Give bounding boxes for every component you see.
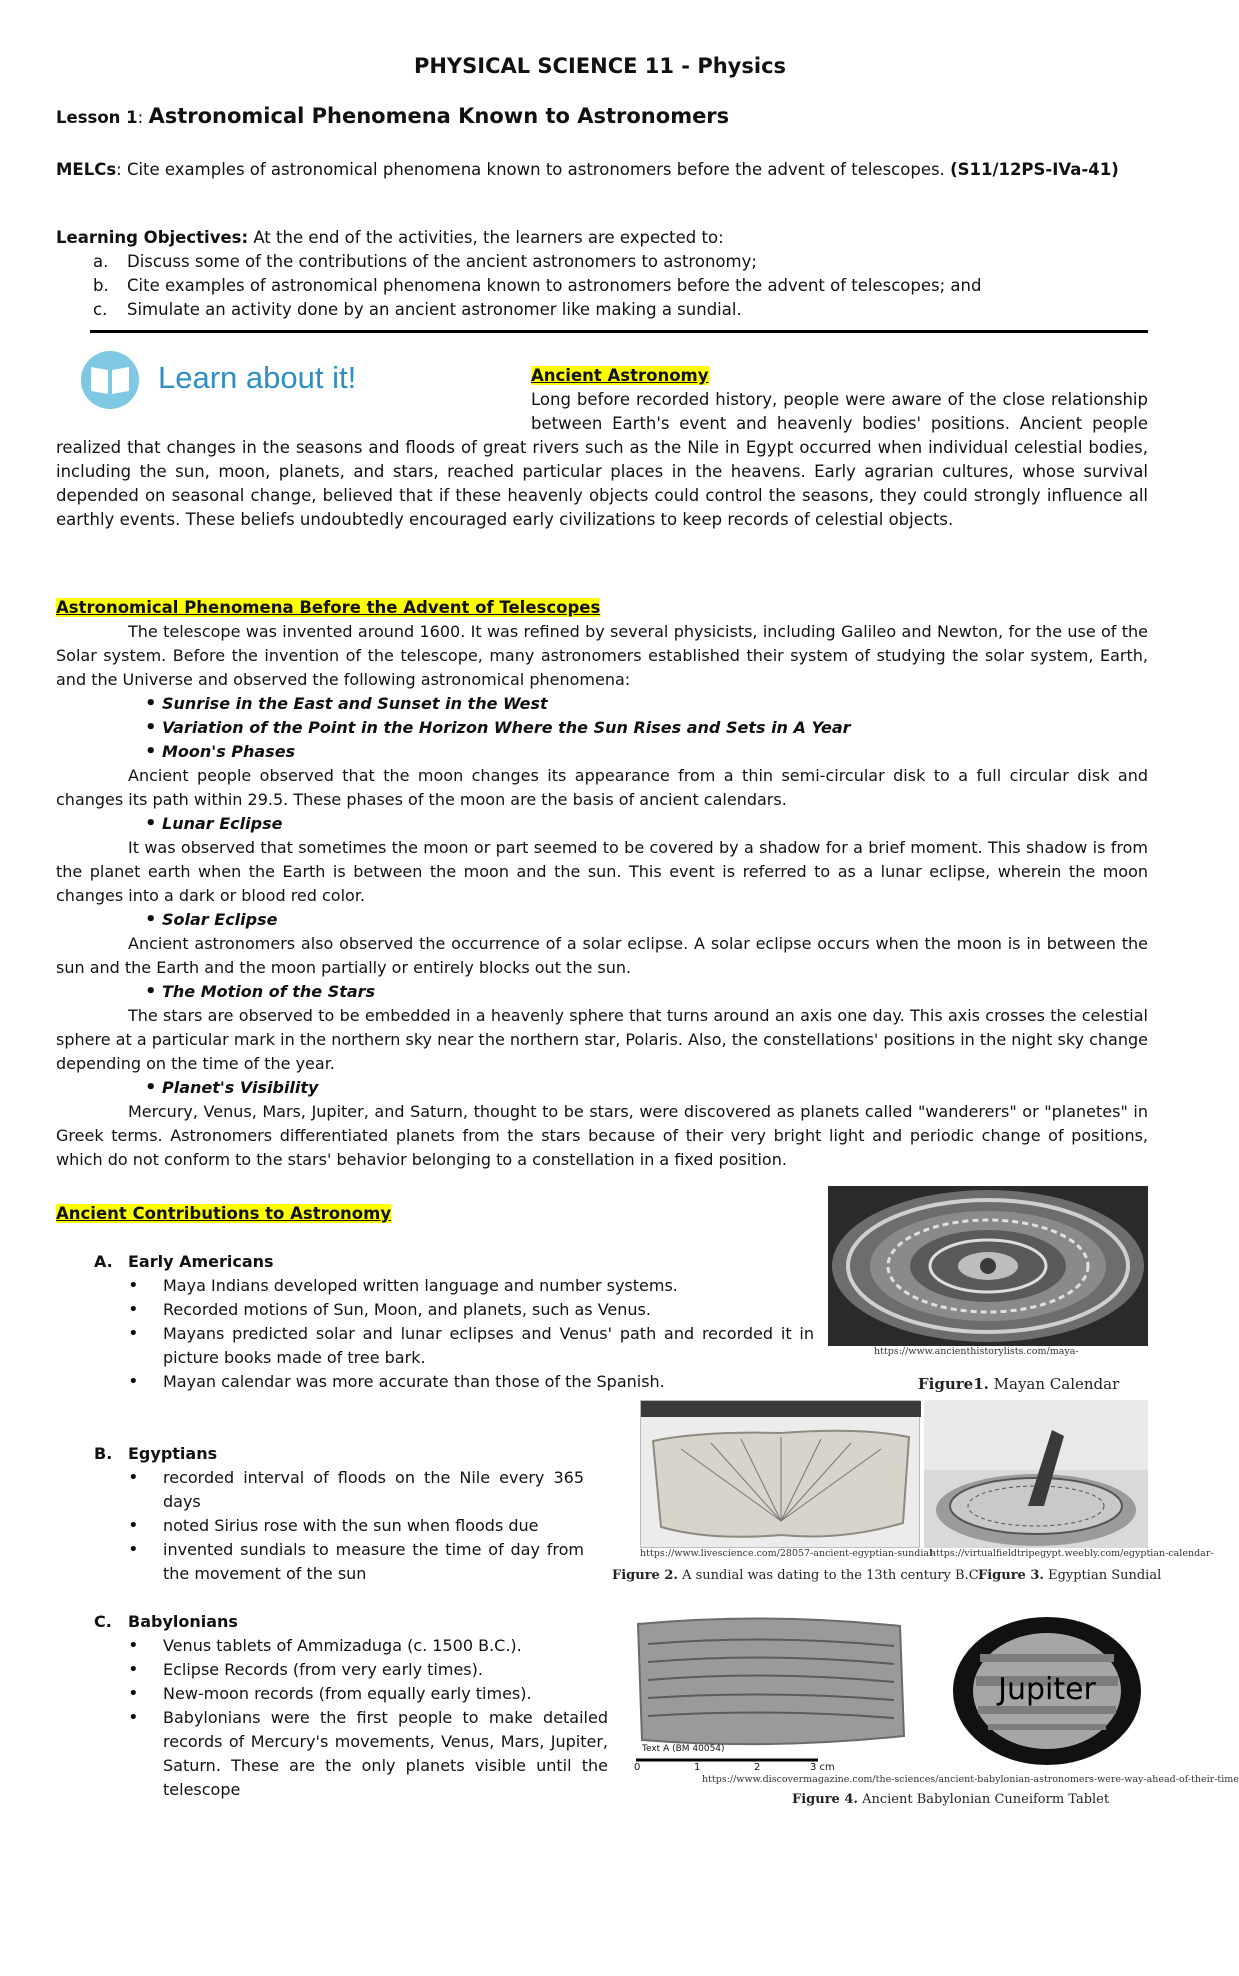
list-item: • Maya Indians developed written language and number systems. [56,1274,814,1298]
list-item: • invented sundials to measure the time of day from the movement of the sun [56,1538,584,1586]
phenomena-intro: The telescope was invented around 1600. It was refined by several physicists, including Galileo and Newton, for the use of the Solar system. Before the invention of the telescope, many astronomers established their system of studying the solar system, Earth, and the Universe and observed the following astronomical phenomena: [56,622,1148,689]
jupiter-label: Jupiter [998,1672,1096,1707]
melcs: MELCs: Cite examples of astronomical phenomena known to astronomers before the advent of telescopes. (S11/12PS-IVa-41) [56,160,1119,179]
egyptians-section [56,1442,584,1586]
figure3-url: https://virtualfieldtripegypt.weebly.com/egyptian-calendar- [930,1548,1214,1559]
lesson-line: Lesson 1: Astronomical Phenomena Known to Astronomers [56,104,730,128]
ancient-astronomy-heading: Ancient Astronomy [531,366,709,385]
phenomenon-title: • Lunar Eclipse [56,812,1148,836]
divider-line [90,330,1148,333]
list-item: • noted Sirius rose with the sun when floods due [56,1514,584,1538]
babylonians-heading: C. Babylonians [94,1612,238,1631]
list-item: • Recorded motions of Sun, Moon, and planets, such as Venus. [56,1298,814,1322]
babylonians-section [56,1610,608,1802]
ancient-astronomy-paragraph: Long before recorded history, people were aware of the close relationship between Earth's event and heavenly bodies' positions. Ancient people realized that changes in the seasons and floods of great rivers such as the Nile in Egypt occurred when individual celestial bodies, including the sun, moon, planets, and stars, reached particular places in the heavens. Early agrarian cultures, whose survival depended on seasonal change, believed that if these heavenly objects could control the seasons, they could strongly influence all earthly events. These beliefs undoubtedly encouraged early civilizations to keep records of celestial objects. [56,390,1148,529]
objectives-label: Learning Objectives: [56,228,249,247]
phenomenon-title: • Variation of the Point in the Horizon Where the Sun Rises and Sets in A Year [56,716,1148,740]
scale-mark: 1 [694,1762,701,1773]
lesson-title: Astronomical Phenomena Known to Astronomers [148,104,730,128]
objectives-list [56,250,1148,322]
figure4-caption: Figure 4. Ancient Babylonian Cuneiform Tablet [792,1792,1110,1807]
list-item: • Babylonians were the first people to make detailed records of Mercury's movements, Venus, Mars, Jupiter, Saturn. These are the only planets visible until the telescope [56,1706,608,1802]
melcs-text: Cite examples of astronomical phenomena known to astronomers before the advent of telescopes. [126,160,945,179]
figure2-caption: Figure 2. A sundial was dating to the 13th century B.C [612,1568,979,1583]
scale-mark: 3 cm [810,1762,835,1773]
phenomenon-title: • Planet's Visibility [56,1076,1148,1100]
learning-objectives [56,226,1148,322]
mayan-calendar-image [828,1186,1148,1346]
objective-item: c. Simulate an activity done by an ancient astronomer like making a sundial. [93,300,742,319]
phenomenon-text: Ancient astronomers also observed the occurrence of a solar eclipse. A solar eclipse occurs when the moon is in between the sun and the Earth and the moon partially or entirely blocks out the sun. [56,934,1148,977]
phenomenon-text: The stars are observed to be embedded in a heavenly sphere that turns around an axis one day. This axis crosses the celestial sphere at a particular mark in the northern sky near the northern star, Polaris. Also, the constellations' positions in the night sky change depending on the time of the year. [56,1006,1148,1073]
phenomena-heading: Astronomical Phenomena Before the Advent of Telescopes [56,598,601,617]
melcs-label: MELCs [56,160,117,179]
tablet-label: Text A (BM 40054) [642,1744,725,1754]
sundial-fragment-image [640,1400,920,1548]
list-item: • New-moon records (from equally early times). [56,1682,608,1706]
figure2-url: https://www.livescience.com/28057-ancient-egyptian-sundial- [640,1548,936,1559]
phenomenon-title: • Moon's Phases [56,740,1148,764]
contributions-heading: Ancient Contributions to Astronomy [56,1204,392,1223]
phenomena-list [56,692,1148,764]
scale-mark: 2 [754,1762,761,1773]
lesson-label: Lesson 1 [56,108,138,127]
phenomenon-text: It was observed that sometimes the moon or part seemed to be covered by a shadow for a brief moment. This shadow is from the planet earth when the Earth is between the moon and the sun. This event is referred to as a lunar eclipse, wherein the moon changes into a dark or blood red color. [56,838,1148,905]
phenomenon-title: • The Motion of the Stars [56,980,1148,1004]
scale-mark: 0 [634,1762,641,1773]
list-item: • recorded interval of floods on the Nile every 365 days [56,1466,584,1514]
figure1-caption: Figure1. Mayan Calendar [918,1375,1120,1393]
figure4-url: https://www.discovermagazine.com/the-sciences/ancient-babylonian-astronomers-were-way-ahead-of-their-time [702,1774,1239,1785]
phenomenon-title: • Sunrise in the East and Sunset in the West [56,692,1148,716]
banner-label: Learn about it! [158,360,357,395]
list-item: • Eclipse Records (from very early times). [56,1658,608,1682]
figure3-caption: Figure 3. Egyptian Sundial [978,1568,1162,1583]
objective-item: b. Cite examples of astronomical phenomena known to astronomers before the advent of telescopes; and [93,276,982,295]
phenomenon-title: • Solar Eclipse [56,908,1148,932]
list-item: • Mayan calendar was more accurate than those of the Spanish. [56,1370,814,1394]
objective-item: a. Discuss some of the contributions of the ancient astronomers to astronomy; [93,252,757,271]
egyptians-heading: B. Egyptians [94,1444,218,1463]
phenomenon-text: Ancient people observed that the moon changes its appearance from a thin semi-circular disk to a full circular disk and changes its path within 29.5. These phases of the moon are the basis of ancient calendars. [56,766,1148,809]
cuneiform-tablet-image [628,1610,910,1774]
list-item: • Mayans predicted solar and lunar eclipses and Venus' path and recorded it in picture books made of tree bark. [56,1322,814,1370]
phenomenon-text: Mercury, Venus, Mars, Jupiter, and Saturn, thought to be stars, were discovered as planets called "wanderers" or "planetes" in Greek terms. Astronomers differentiated planets from the stars because of their very bright light and periodic change of positions, which do not conform to the stars' behavior belonging to a constellation in a fixed position. [56,1102,1148,1169]
list-item: • Venus tablets of Ammizaduga (c. 1500 B.C.). [56,1634,608,1658]
figure1-url: https://www.ancienthistorylists.com/maya- [874,1346,1079,1357]
egyptian-sundial-image [924,1400,1148,1548]
phenomena-section [56,620,1148,1172]
jupiter-image [950,1614,1144,1768]
early-americans-heading: A. Early Americans [94,1252,274,1271]
page-title: PHYSICAL SCIENCE 11 - Physics [413,54,787,78]
early-americans-section [56,1250,814,1394]
melcs-code: (S11/12PS-IVa-41) [950,160,1119,179]
objectives-intro: At the end of the activities, the learners are expected to: [253,228,724,247]
